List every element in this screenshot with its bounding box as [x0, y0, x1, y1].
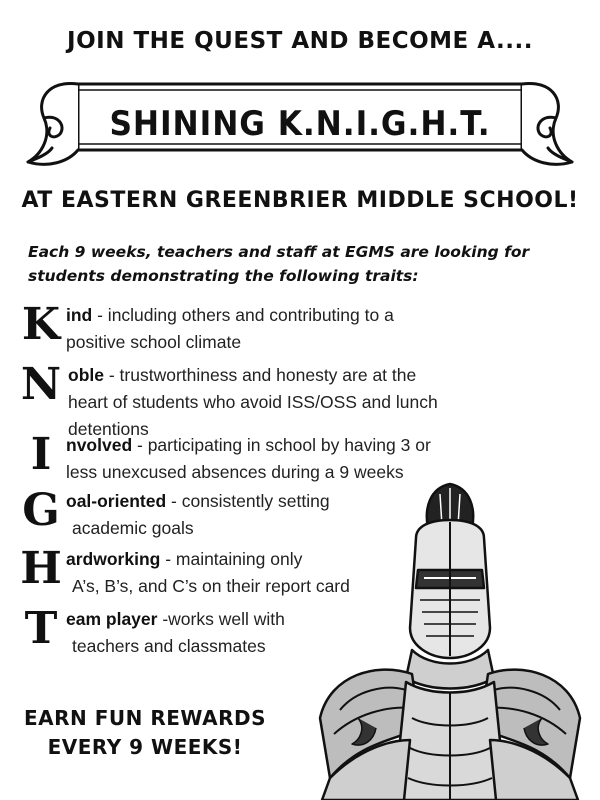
trait-line: teachers and classmates — [72, 636, 266, 656]
trait-line: - including others and contributing to a — [92, 305, 394, 325]
trait-word: oble — [68, 365, 104, 385]
letter-g-icon: G — [22, 485, 60, 536]
trait-word: ind — [66, 305, 93, 325]
trait-word: eam player — [66, 609, 158, 629]
trait-line: academic goals — [72, 518, 194, 538]
trait-line: heart of students who avoid ISS/OSS and lunch — [68, 392, 438, 412]
rewards-callout — [20, 704, 270, 762]
knight-illustration — [300, 478, 600, 800]
intro-text: Each 9 weeks, teachers and staff at EGMS are looking for students demonstrating the following traits: — [28, 243, 530, 285]
trait-line: - participating in school by having 3 or — [132, 435, 431, 455]
trait-word: ardworking — [66, 549, 161, 569]
trait-description — [68, 362, 508, 443]
trait-line: A’s, B’s, and C’s on their report card — [72, 576, 350, 596]
school-name-line: AT EASTERN GREENBRIER MIDDLE SCHOOL! — [21, 188, 579, 213]
page-heading: JOIN THE QUEST AND BECOME A.... — [67, 28, 533, 54]
rewards-line: EVERY 9 WEEKS! — [47, 735, 243, 759]
trait-word: nvolved — [66, 435, 133, 455]
trait-line: detentions — [68, 419, 149, 439]
trait-line: -works well with — [157, 609, 285, 629]
trait-line: - maintaining only — [160, 549, 303, 569]
letter-h-icon: H — [20, 543, 62, 594]
trait-line: less unexcused absences during a 9 weeks — [66, 462, 404, 482]
trait-line: positive school climate — [66, 332, 242, 352]
trait-line: - trustworthiness and honesty are at the — [103, 365, 417, 385]
trait-line: - consistently setting — [166, 491, 330, 511]
letter-t-icon: T — [24, 603, 58, 654]
letter-i-icon: I — [30, 429, 52, 480]
rewards-line: EARN FUN REWARDS — [24, 706, 266, 730]
banner-title: SHINING K.N.I.G.H.T. — [109, 104, 491, 144]
letter-n-icon: N — [20, 359, 62, 410]
trait-description — [66, 302, 506, 356]
trait-word: oal-oriented — [66, 491, 167, 511]
letter-k-icon: K — [21, 299, 61, 350]
